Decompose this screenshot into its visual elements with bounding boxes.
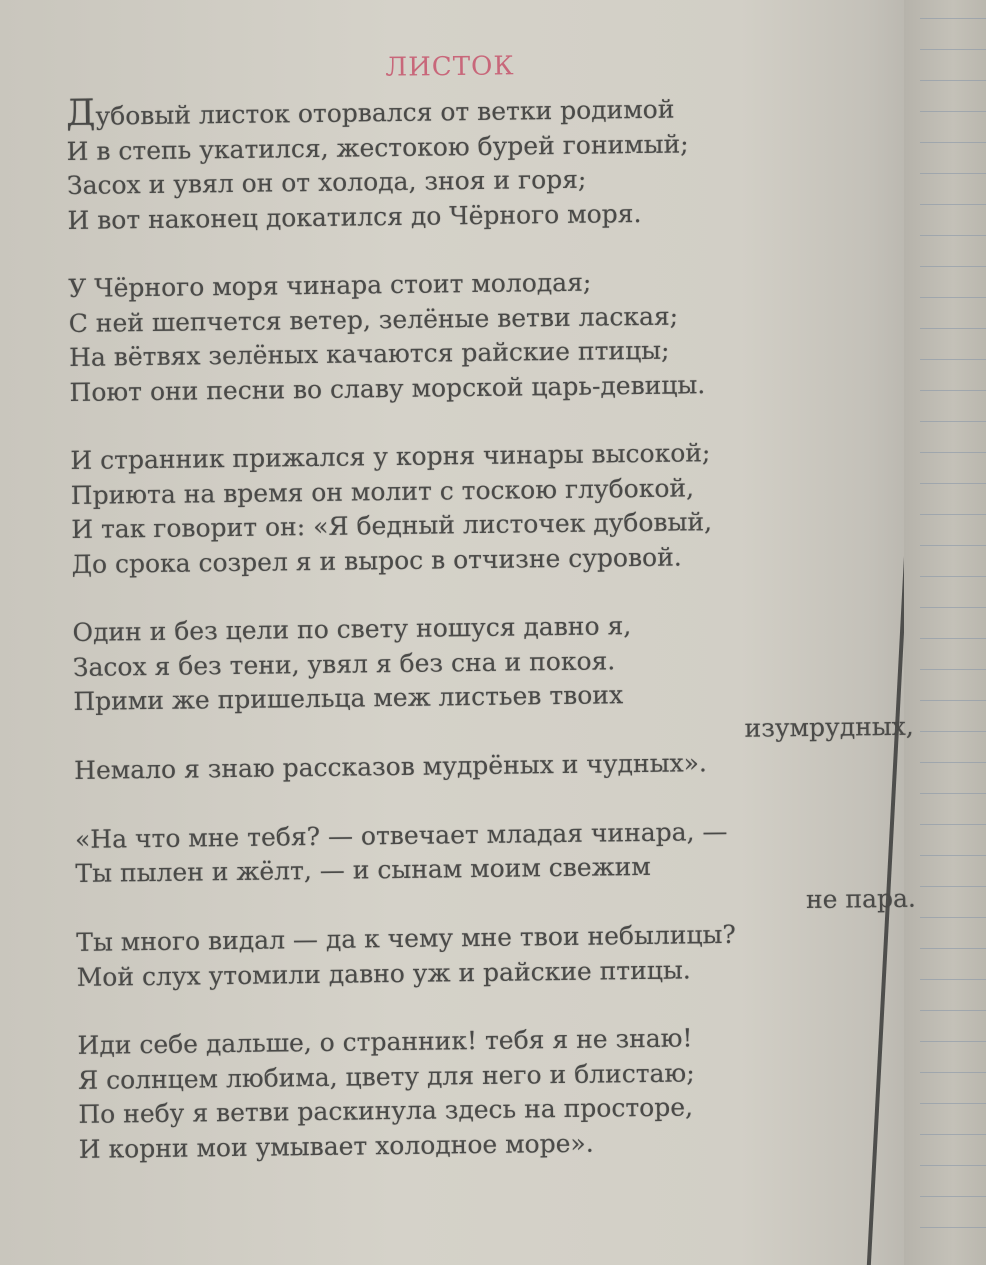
poem-line-text: И в степь укатился, жестокою бурей гонимый; — [66, 128, 689, 166]
poem-line-text: Прими же пришельца меж листьев твоих — [73, 680, 624, 716]
notebook-ruling-line — [920, 18, 986, 19]
notebook-ruling-line — [920, 855, 986, 856]
notebook-ruling-line — [920, 576, 986, 577]
drop-cap: Д — [65, 92, 96, 134]
notebook-ruling-line — [920, 979, 986, 980]
poem-title: ЛИСТОК — [385, 51, 515, 83]
notebook-ruling-line — [920, 328, 986, 329]
stanza — [75, 812, 937, 995]
notebook-ruling-line — [920, 824, 986, 825]
poem-line-text: У Чёрного моря чинара стоит молодая; — [68, 267, 592, 303]
notebook-ruling-line — [920, 948, 986, 949]
poem-line-text: И вот наконец докатился до Чёрного моря. — [67, 198, 642, 235]
stanza — [77, 1018, 939, 1166]
notebook-ruling-line — [920, 266, 986, 267]
poem-body — [66, 89, 939, 1200]
notebook-ruling-line — [920, 886, 986, 887]
notebook-ruling-line — [920, 49, 986, 50]
stanza — [70, 433, 932, 581]
poem-line-text: Приюта на время он молит с тоскою глубокой, — [70, 472, 695, 510]
poem-line-text: Ты много видал — да к чему мне твои небылицы? — [76, 919, 736, 957]
notebook-ruling-line — [920, 669, 986, 670]
stanza — [68, 261, 930, 409]
notebook-ruling-line — [920, 638, 986, 639]
poem-line-text: До срока созрел я и вырос в отчизне суровой. — [71, 542, 682, 579]
poem-line-text: «На что мне тебя? — отвечает младая чинара, — — [74, 816, 728, 854]
notebook-ruling-line — [920, 142, 986, 143]
notebook-ruling-line — [920, 1165, 986, 1166]
notebook-ruling-line — [920, 607, 986, 608]
poem-line-text: Иди себе дальше, о странник! тебя я не знаю! — [77, 1023, 693, 1060]
poem-line-text: Я солнцем любима, цвету для него и блистаю; — [77, 1057, 695, 1095]
notebook-ruling-line — [920, 1103, 986, 1104]
notebook-ruling-line — [920, 917, 986, 918]
notebook-ruling-line — [920, 1010, 986, 1011]
notebook-ruling-line — [920, 545, 986, 546]
poem-line-text: И странник прижался у корня чинары высокой; — [70, 438, 711, 475]
poem-line-text: Засох я без тени, увял я без сна и покоя. — [72, 645, 616, 682]
notebook-ruling-line — [920, 80, 986, 81]
notebook-ruling-line — [920, 762, 986, 763]
notebook-ruling-line — [920, 359, 986, 360]
poem-line-text: Поют они песни во славу морской царь-девицы. — [69, 369, 706, 407]
notebook-ruling-line — [920, 297, 986, 298]
notebook-ruling-line — [920, 483, 986, 484]
poem-line-text: не пара. — [805, 883, 916, 914]
notebook-ruling-line — [920, 1041, 986, 1042]
poem-line-text: убовый листок оторвался от ветки родимой — [95, 94, 675, 131]
poem-line-text: На вётвях зелёных качаются райские птицы; — [68, 335, 670, 372]
notebook-ruling-line — [920, 204, 986, 205]
notebook-ruling-line — [920, 1134, 986, 1135]
notebook-ruling-line — [920, 514, 986, 515]
poem-line-text: Засох и увял он от холода, зноя и горя; — [66, 164, 587, 200]
notebook-ruling-line — [920, 793, 986, 794]
poem-line-text: Ты пылен и жёлт, — и сынам моим свежим — [75, 851, 651, 888]
notebook-ruling-line — [920, 1196, 986, 1197]
notebook-ruling-line — [920, 390, 986, 391]
poem-line-text: Мой слух утомили давно уж и райские птицы. — [76, 954, 691, 992]
poem-line-text: Один и без цели по свету ношуся давно я, — [72, 611, 632, 647]
stanza — [66, 89, 928, 237]
stanza — [72, 605, 934, 788]
notebook-ruling-line — [920, 111, 986, 112]
notebook-ruling-line — [920, 1227, 986, 1228]
poem-line-text: По небу я ветви раскинула здесь на просторе, — [78, 1092, 694, 1129]
notebook-ruling-line — [920, 421, 986, 422]
notebook-ruling-line — [920, 1072, 986, 1073]
notebook-ruling-line — [920, 452, 986, 453]
notebook-ruling-line — [920, 731, 986, 732]
poem-line-text: И так говорит он: «Я бедный листочек дубовый, — [71, 507, 713, 544]
notebook-ruling-line — [920, 173, 986, 174]
poem-line-text: изумрудных, — [744, 711, 914, 743]
notebook-ruling-line — [920, 700, 986, 701]
poem-line-text: И корни мои умывает холодное море». — [78, 1128, 594, 1164]
poem-line-text: Немало я знаю рассказов мудрёных и чудных». — [74, 748, 708, 785]
notebook-ruling-line — [920, 235, 986, 236]
poem-line-text: С ней шепчется ветер, зелёные ветви лаская; — [68, 301, 679, 338]
